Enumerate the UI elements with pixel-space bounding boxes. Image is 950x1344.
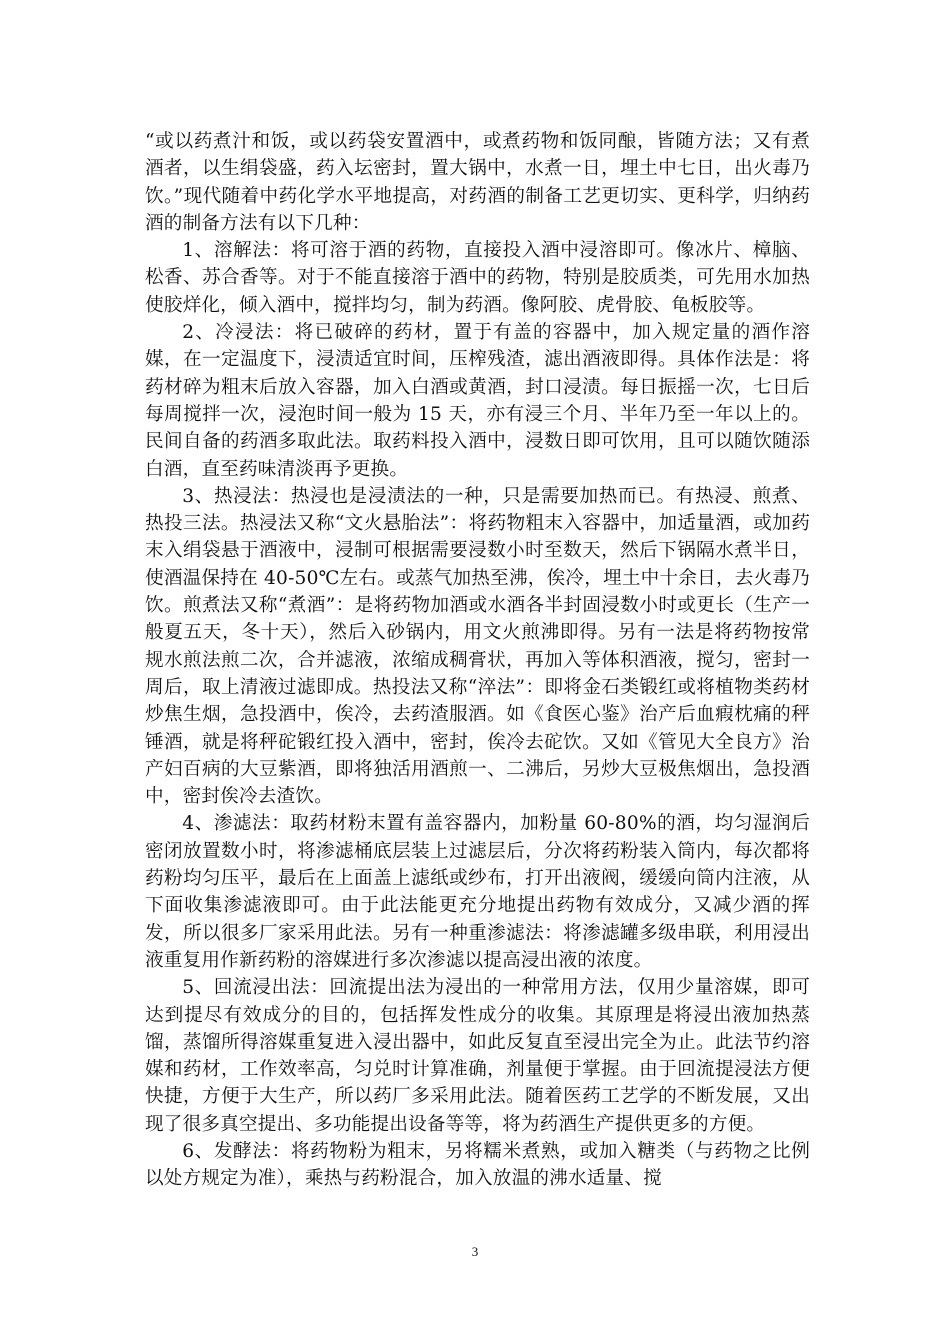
- paragraph-reflux-extraction-method: 5、回流浸出法：回流提出法为浸出的一种常用方法，仅用少量溶媒，即可达到提尽有效成分的目的，包括挥发性成分的收集。其原理是将浸出液加热蒸馏，蒸馏所得溶媒重复进入浸出器中，如此反复直至浸出完全为止。此法节约溶媒和药材，工作效率高，匀兑时计算准确，剂量便于掌握。由于回流提浸法方便快捷，方便于大生产，所以药厂多采用此法。随着医药工艺学的不断发展，又出现了很多真空提出、多功能提出设备等等，将为药酒生产提供更多的方便。: [145, 977, 810, 1135]
- paragraph-percolation-method: 4、渗滤法：取药材粉末置有盖容器内，加粉量 60-80%的酒，均匀湿润后密闭放置数小时，将渗滤桶底层装上过滤层后，分次将药粉装入筒内，每次都将药粉均匀压平，最后在上面盖上滤纸或纱布，打开出液阀，缓缓向筒内注液，从下面收集渗滤液即可。由于此法能更充分地提出药物有效成分，又减少酒的挥发，所以很多厂家采用此法。另有一种重渗滤法：将渗滤罐多级串联，利用浸出液重复用作新药粉的溶媒进行多次渗滤以提高浸出液的浓度。: [145, 813, 810, 971]
- paragraph-intro-continuation: “或以药煮汁和饭，或以药袋安置酒中，或煮药物和饭同酿，皆随方法；又有煮酒者，以生绢袋盛，药入坛密封，置大锅中，水煮一日，埋土中七日，出火毒乃饮。”现代随着中药化学水平地提高，对药酒的制备工艺更切实、更科学，归纳药酒的制备方法有以下几种：: [145, 131, 810, 234]
- document-body: [145, 128, 810, 1193]
- paragraph-fermentation-method: 6、发酵法：将药物粉为粗末，另将糯米煮熟，或加入糖类（与药物之比例以处方规定为准），乘热与药粉混合，加入放温的沸水适量、搅: [145, 1140, 810, 1190]
- paragraph-hot-soak-method: 3、热浸法：热浸也是浸渍法的一种，只是需要加热而已。有热浸、煎煮、热投三法。热浸法又称“文火悬胎法”：将药物粗末入容器中，加适量酒，或加药末入绢袋悬于酒液中，浸制可根据需要浸数小时至数天，然后下锅隔水煮半日，使酒温保持在 40-50℃左右。或蒸气加热至沸，俟冷，埋土中十余日，去火毒乃饮。煎煮法又称“煮酒”：是将药物加酒或水酒各半封固浸数小时或更长（生产一般夏五天，冬十天），然后入砂锅内，用文火煎沸即得。另有一法是将药物按常规水煎法煎二次，合并滤液，浓缩成稠膏状，再加入等体积酒液，搅匀，密封一周后，取上清液过滤即成。热投法又称“淬法”：即将金石类锻红或将植物类药材炒焦生烟，急投酒中，俟冷，去药渣服酒。如《食医心鉴》治产后血瘕枕痛的秤锤酒，就是将秤砣锻红投入酒中，密封，俟冷去砣饮。又如《管见大全良方》治产妇百病的大豆紫酒，即将独活用酒煎一、二沸后，另炒大豆极焦烟出，急投酒中，密封俟冷去渣饮。: [145, 485, 810, 808]
- paragraph-dissolution-method: 1、溶解法：将可溶于酒的药物，直接投入酒中浸溶即可。像冰片、樟脑、松香、苏合香等。对于不能直接溶于酒中的药物，特别是胶质类，可先用水加热使胶烊化，倾入酒中，搅拌均匀，制为药酒。像阿胶、虎骨胶、龟板胶等。: [145, 240, 810, 316]
- paragraph-cold-soak-method: 2、冷浸法：将已破碎的药材，置于有盖的容器中，加入规定量的酒作溶媒，在一定温度下，浸渍适宜时间，压榨残渣，滤出酒液即得。具体作法是：将药材碎为粗末后放入容器，加入白酒或黄酒，封口浸渍。每日振摇一次，七日后每周搅拌一次，浸泡时间一般为 15 天，亦有浸三个月、半年乃至一年以上的。民间自备的药酒多取此法。取药料投入酒中，浸数日即可饮用，且可以随饮随添白酒，直至药味清淡再予更换。: [145, 322, 810, 480]
- page-number: 3: [471, 1244, 479, 1259]
